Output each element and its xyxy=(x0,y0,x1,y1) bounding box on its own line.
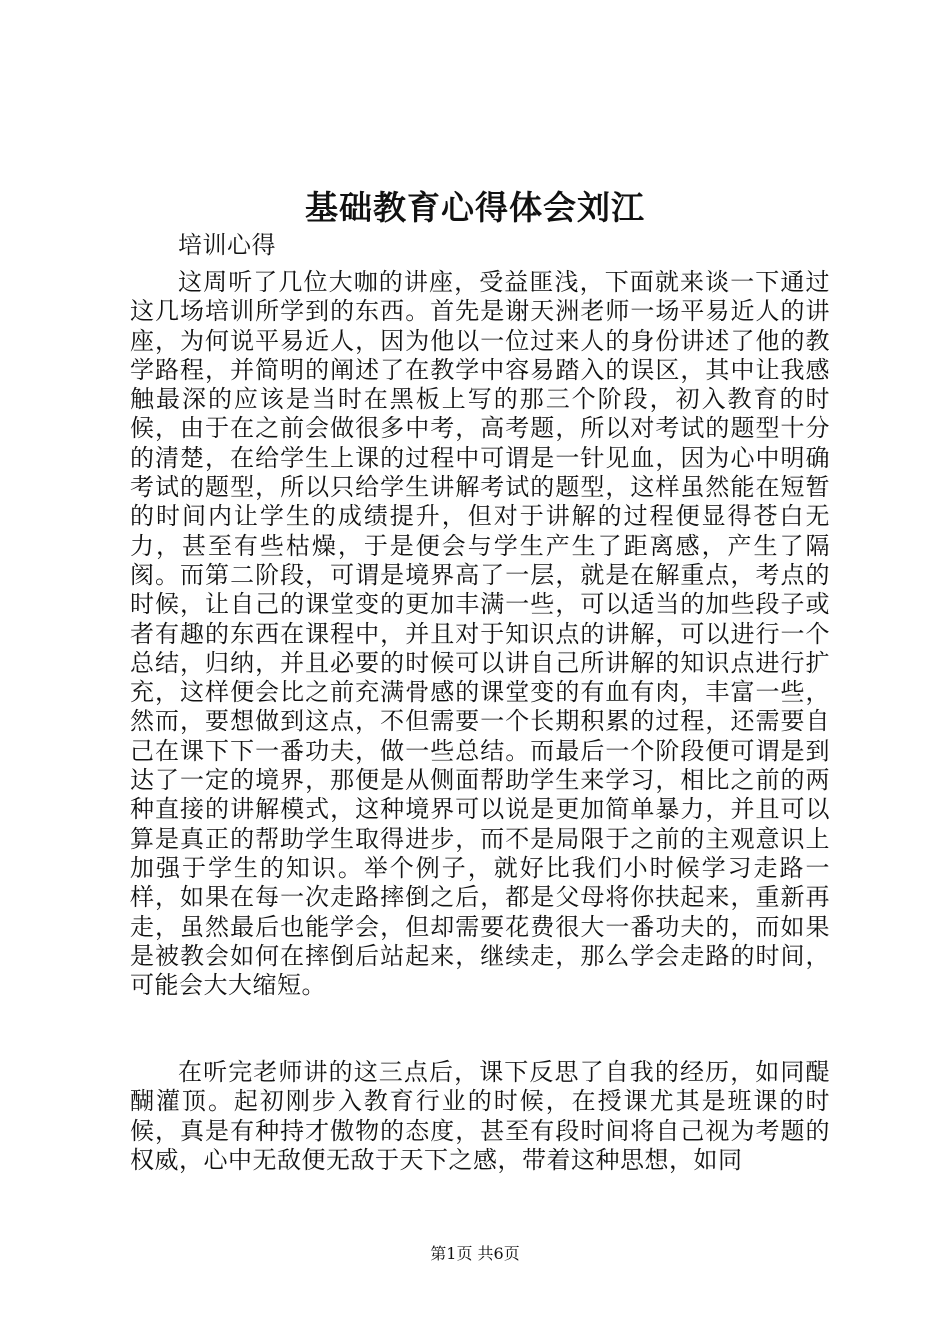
body-paragraph-1: 这周听了几位大咖的讲座，受益匪浅，下面就来谈一下通过这几场培训所学到的东西。首先是谢天洲老师一场平易近人的讲座，为何说平易近人，因为他以一位过来人的身份讲述了他的教学路程，并简明的阐述了在教学中容易踏入的误区，其中让我感触最深的应该是当时在黑板上写的那三个阶段，初入教育的时候，由于在之前会做很多中考，高考题，所以对考试的题型十分的清楚，在给学生上课的过程中可谓是一针见血，因为心中明确考试的题型，所以只给学生讲解考试的题型，这样虽然能在短暂的时间内让学生的成绩提升，但对于讲解的过程便显得苍白无力，甚至有些枯燥，于是便会与学生产生了距离感，产生了隔阂。而第二阶段，可谓是境界高了一层，就是在解重点，考点的时候，让自己的课堂变的更加丰满一些，可以适当的加些段子或者有趣的东西在课程中，并且对于知识点的讲解，可以进行一个总结，归纳，并且必要的时候可以讲自己所讲解的知识点进行扩充，这样便会比之前充满骨感的课堂变的有血有肉，丰富一些，然而，要想做到这点，不但需要一个长期积累的过程，还需要自己在课下下一番功夫，做一些总结。而最后一个阶段便可谓是到达了一定的境界，那便是从侧面帮助学生来学习，相比之前的两种直接的讲解模式，这种境界可以说是更加简单暴力，并且可以算是真正的帮助学生取得进步，而不是局限于之前的主观意识上加强于学生的知识。举个例子，就好比我们小时候学习走路一样，如果在每一次走路摔倒之后，都是父母将你扶起来，重新再走，虽然最后也能学会，但却需要花费很大一番功夫的，而如果是被教会如何在摔倒后站起来，继续走，那么学会走路的时间，可能会大大缩短。 xyxy=(130,268,830,1000)
document-title: 基础教育心得体会刘江 xyxy=(305,188,645,227)
page-footer: 第1页 共6页 xyxy=(430,1244,520,1263)
body-paragraph-2: 在听完老师讲的这三点后，课下反思了自我的经历，如同醍醐灌顶。起初刚步入教育行业的时候，在授课尤其是班课的时候，真是有种持才傲物的态度，甚至有段时间将自己视为考题的权威，心中无敌便无敌于天下之感，带着这种思想，如同 xyxy=(130,1058,830,1174)
section-subtitle: 培训心得 xyxy=(178,231,276,259)
